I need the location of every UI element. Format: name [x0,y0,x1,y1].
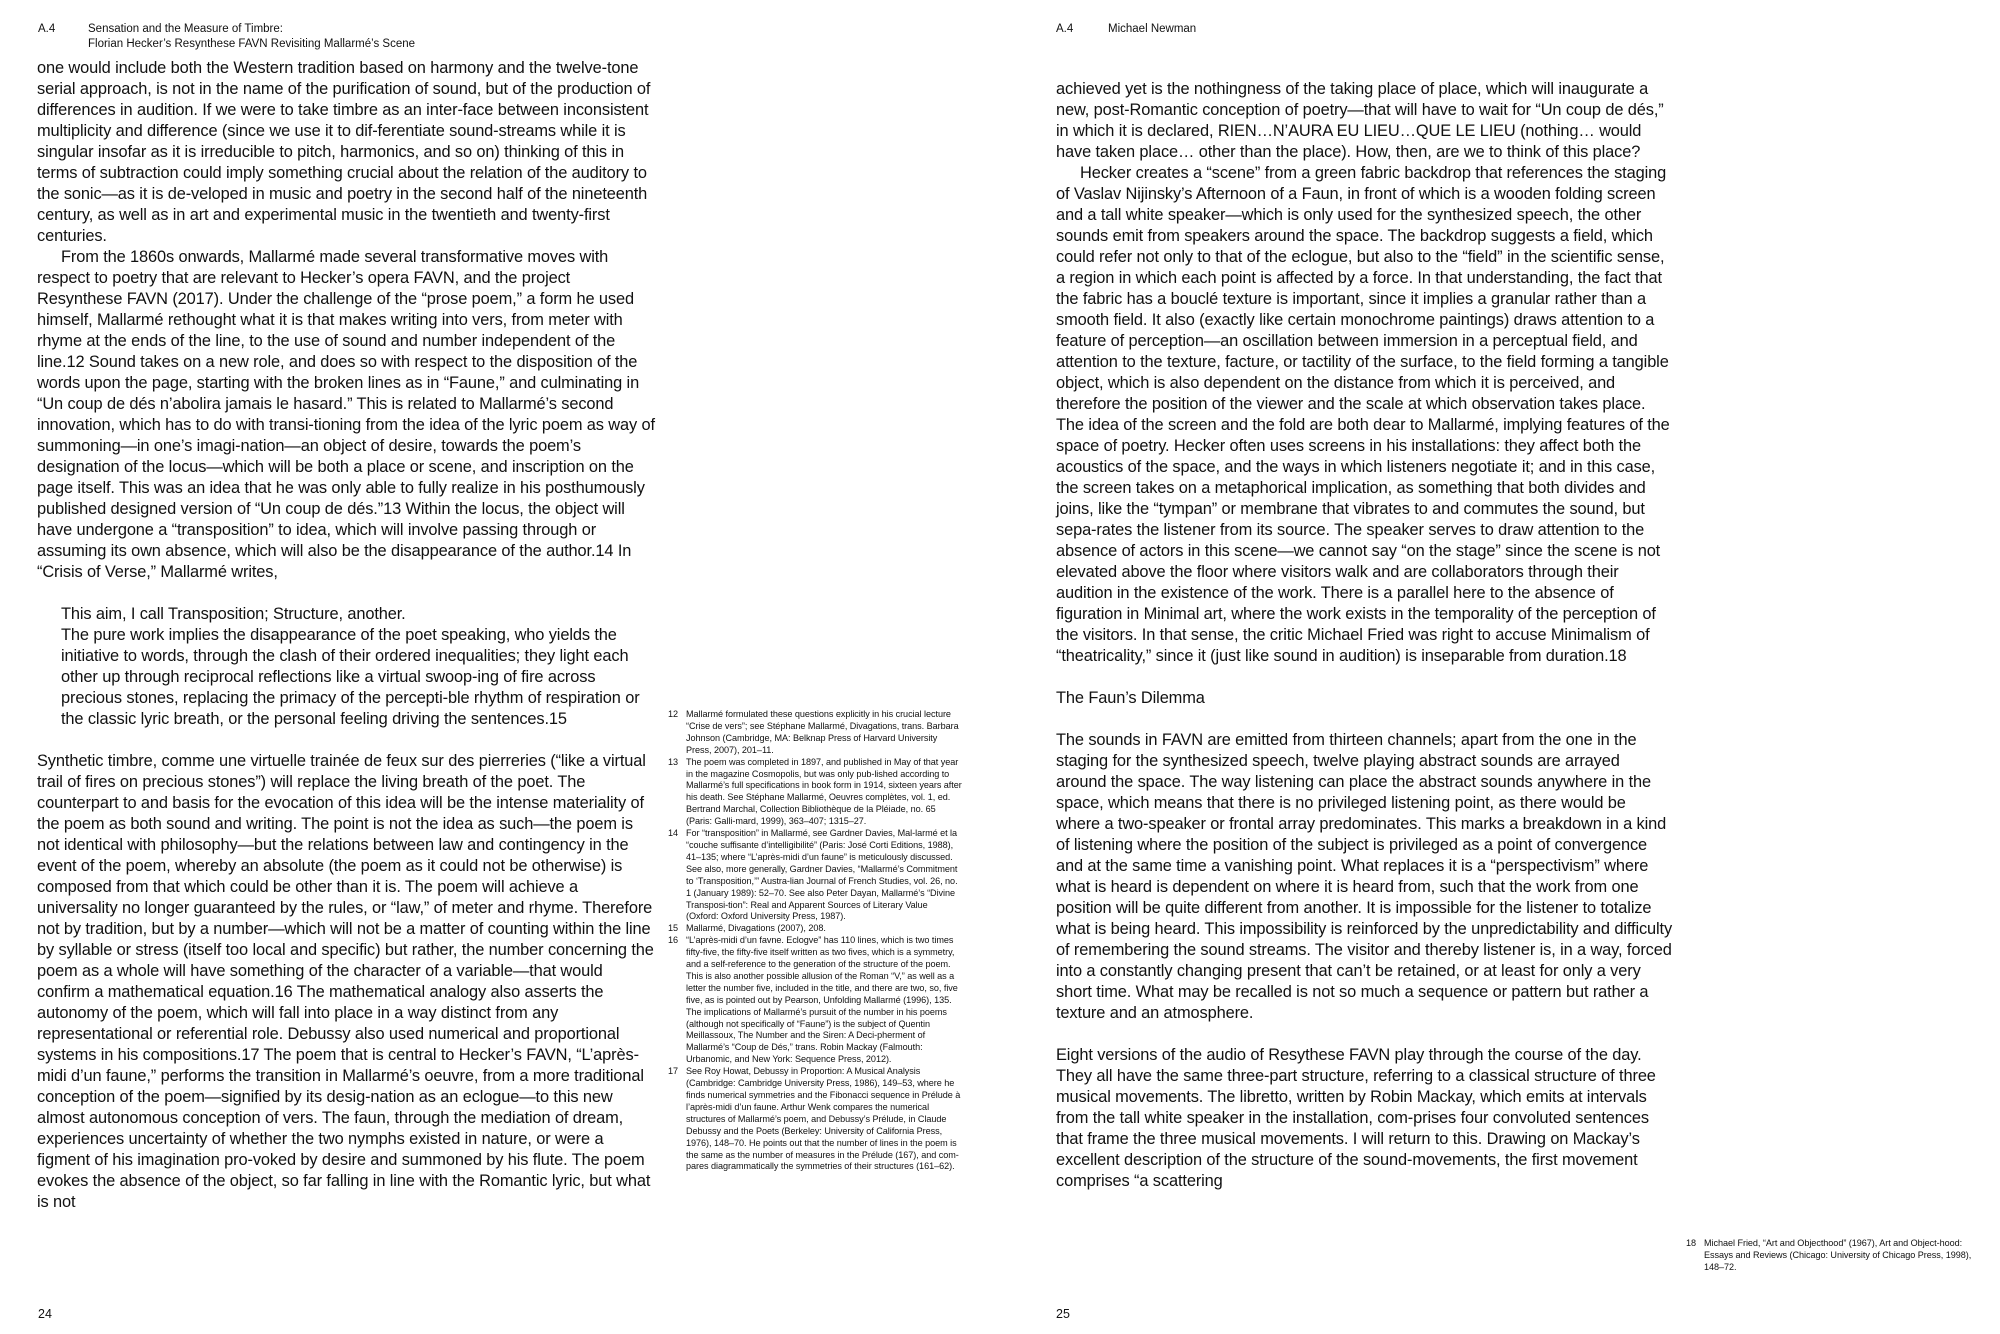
right-main-text [1056,79,1674,1192]
left-paragraph-2: From the 1860s onwards, Mallarmé made several transformative moves with respect to poetry that are relevant to Hecker’s opera FAVN, and the project Resynthese FAVN (2017). Under the challenge of the “prose poem,” a form he used himself, Mallarmé rethought what it is that makes writing into vers, from meter with rhyme at the ends of the line, to the use of sound and number independent of the line.12 Sound takes on a new role, and does so with respect to the disposition of the words upon the page, starting with the broken lines as in “Faune,” and culminating in “Un coup de dés n’abolira jamais le hasard.” This is related to Mallarmé’s second innovation, which has to do with transi-tioning from the idea of the lyric poem as way of summoning—in one’s imagi-nation—an object of desire, towards the poem’s designation of the locus—which will be both a place or scene, and inscription on the page itself. This was an idea that he was only able to fully realize in his posthumously published designed version of “Un coup de dés.”13 Within the locus, the object will have undergone a “transposition” to idea, which will involve passing through or assuming its own absence, which will also be the disappearance of the author.14 In “Crisis of Verse,” Mallarmé writes, [37,248,655,581]
block-quote [37,604,655,730]
left-header-title-line2: Florian Hecker’s Resynthese FAVN Revisiting Mallarmé’s Scene [88,38,416,50]
left-header-label: A.4 [38,23,56,35]
right-header-label: A.4 [1056,23,1074,35]
footnote: 18 Michael Fried, “Art and Objecthood” (1967), Art and Object-hood: Essays and Reviews (Chicago: University of Chicago Press, 1998), 148–72. [1686,1238,1972,1272]
left-page-number: 24 [38,1307,52,1321]
footnote: 14 For “transposition” in Mallarmé, see Gardner Davies, Mal-larmé et la “couche suffisante d’intelligibilité” (Paris: José Corti Editions, 1988), 41–135; where “L’après-midi d’un faune” is meticulously discussed. See also, more generally, Gardner Davies, “Mallarmé’s Commitment to ‘Transposition,’” Austra-lian Journal of French Studies, vol. 26, no. 1 (January 1989): 52–70. See also Peter Dayan, Mallarmé’s “Divine Transposi-tion”: Real and Apparent Sources of Literary Value (Oxford: Oxford University Press, 1987). [668,828,958,922]
left-paragraph-1: one would include both the Western tradition based on harmony and the twelve-tone serial approach, is not in the name of the purification of sound, but of the production of differences in audition. If we were to take timbre as an inter-face between inconsistent multiplicity and difference (since we use it to dif-ferentiate sound-streams while it is singular insofar as it is irreducible to pitch, harmonics, and so on) thinking of this in terms of subtraction could imply something crucial about the relation of the auditory to the sonic—as it is de-veloped in music and poetry in the second half of the nineteenth century, as well as in art and experimental music in the twentieth and twenty-first centuries. [37,59,651,245]
left-header-title-line1: Sensation and the Measure of Timbre: [88,23,283,35]
footnote: 16 “L’après-midi d’un favne. Eclogve” has 110 lines, which is two times fifty-five, the fifty-five itself written as two fives, which is a symmetry, and a self-reference to the generation of the structure of the poem. This is also another possible allusion of the Roman “V,” as well as a letter the number five, included in the title, and there are two, so, five five, as is pointed out by Pearson, Unfolding Mallarmé (1996), 135. The implications of Mallarmé’s pursuit of the number in his poems (although not specifically of “Faune”) is the subject of Quentin Meillassoux, The Number and the Siren: A Deci-pherment of Mallarmé’s “Coup de Dés,” trans. Robin Mackay (Falmouth: Urbanomic, and New York: Sequence Press, 2012). [668,935,958,1065]
right-paragraph-3: The sounds in FAVN are emitted from thirteen channels; apart from the one in the staging for the synthesized speech, twelve playing abstract sounds are arrayed around the space. The way listening can place the abstract sounds anywhere in the space, which means that there is no privileged listening point, as there would be where a two-speaker or frontal array predominates. This marks a breakdown in a kind of listening where the position of the subject is privileged as a point of convergence and at the same time a vanishing point. What replaces it is a “perspectivism” where what is heard is dependent on where it is heard from, such that the work from one position will be quite different from another. It is impossible for the listener to totalize what is being heard. This impossibility is reinforced by the unpredictability and difficulty of remembering the sound streams. The visitor and thereby listener is, in a way, forced into a constantly changing present that can’t be retained, or at least for only a very short time. What may be recalled is not so much a sequence or pattern but rather a texture and an atmosphere. [1056,731,1673,1022]
right-footnotes [1686,1238,1980,1274]
right-paragraph-4: Eight versions of the audio of Resythese FAVN play through the course of the day. They all have the same three-part structure, referring to a classical structure of three musical movements. The libretto, written by Robin Mackay, which emits at intervals from the tall white speaker in the installation, com-prises four convoluted sentences that frame the three musical movements. I will return to this. Drawing on Mackay’s excellent description of the structure of the sound-movements, the first movement comprises “a scattering [1056,1046,1656,1190]
footnote: 13 The poem was completed in 1897, and published in May of that year in the magazine Cosmopolis, but was only pub-lished according to Mallarmé’s full specifications in book form in 1914, sixteen years after his death. See Stéphane Mallarmé, Oeuvres complètes, vol. 1, ed. Bertrand Marchal, Collection Bibliothèque de la Pléiade, no. 65 (Paris: Galli-mard, 1999), 363–407; 1315–27. [668,756,962,827]
footnote: 17 See Roy Howat, Debussy in Proportion: A Musical Analysis (Cambridge: Cambridge University Press, 1986), 149–53, where he finds numerical symmetries and the Fibonacci sequence in Prélude à l’après-midi d’un faune. Arthur Wenk compares the numerical structures of Mallarmé’s poem, and Debussy’s Prélude, in Claude Debussy and the Poets (Berkeley: University of California Press, 1976), 148–70. He points out that the number of lines in the poem is the same as the number of measures in the Prélude (167), and com-pares diagrammatically the symmetries of their structures (161–62). [668,1066,961,1172]
right-paragraph-2: Hecker creates a “scene” from a green fabric backdrop that references the staging of Vaslav Nijinsky’s Afternoon of a Faun, in front of which is a wooden folding screen and a tall white speaker—which is only used for the synthesized speech, the other sounds emit from speakers around the space. The backdrop suggests a field, which could refer not only to that of the eclogue, but also to the “field” in the scientific sense, a region in which each point is affected by a force. In that understanding, the fact that the fabric has a bouclé texture is important, since it implies a granular rather than a smooth field. It also (exactly like certain monochrome paintings) draws attention to a feature of perception—an oscillation between immersion in a perceptual field, and attention to the texture, facture, or tactility of the surface, to the field forming a tangible object, which is also dependent on the distance from which it is perceived, and therefore the position of the viewer and the scale at which observation takes place. The idea of the screen and the fold are both dear to Mallarmé, implying features of the space of poetry. Hecker often uses screens in his installations: they affect both the acoustics of the space, and the ways in which listeners negotiate it; and in this case, the screen takes on a metaphorical implication, as something that both divides and joins, like the “tympan” or membrane that vibrates to and commutes the sound, but sepa-rates the listener from its source. The speaker serves to draw attention to the absence of actors in this scene—we cannot say “on the stage” since the scene is not elevated above the floor where visitors walk and are collaborators through their audition in the existence of the work. There is a parallel here to the absence of figuration in Minimal art, where the work exists in the temporality of the perception of the visitors. In that sense, the critic Michael Fried was right to accuse Minimalism of “theatricality,” since it (just like sound in audition) is inseparable from duration.18 [1056,164,1670,665]
right-page-number: 25 [1056,1307,1070,1321]
footnote: 15 Mallarmé, Divagations (2007), 208. [668,923,826,934]
footnote: 12 Mallarmé formulated these questions explicitly in his crucial lecture “Crise de vers”; see Stéphane Mallarmé, Divagations, trans. Barbara Johnson (Cambridge, MA: Belknap Press of Harvard University Press, 2007), 201–11. [668,709,959,755]
right-paragraph-1: achieved yet is the nothingness of the taking place of place, which will inaugurate a new, post-Romantic conception of poetry—that will have to wait for “Un coup de dés,” in which it is declared, RIEN…N’AURA EU LIEU…QUE LE LIEU (nothing… would have taken place… other than the place). How, then, are we to think of this place? [1056,80,1664,161]
section-heading: The Faun’s Dilemma [1056,689,1205,707]
right-header-author: Michael Newman [1108,23,1197,35]
left-footnotes [668,709,962,1173]
left-main-text [37,58,655,1213]
block-quote-line-1: This aim, I call Transposition; Structure, another. [61,605,406,623]
block-quote-line-2: The pure work implies the disappearance of the poet speaking, who yields the initiative to words, through the clash of their ordered inequalities; they light each other up through reciprocal reflections like a virtual swoop-ing of fire across precious stones, replacing the primacy of the percepti-ble rhythm of respiration or the classic lyric breath, or the personal feeling driving the sentences.15 [61,626,640,728]
left-running-head [88,22,548,52]
left-paragraph-3: Synthetic timbre, comme une virtuelle trainée de feux sur des pierreries (“like a virtual trail of fires on precious stones”) will replace the living breath of the poet. The counterpart to and basis for the evocation of this idea will be the intense materiality of the poem as both sound and writing. The point is not the idea as such—the poem is not identical with philosophy—but the relations between law and contingency in the event of the poem, whereby an absolute (the poem as it could not be otherwise) is composed from that which could be other than it is. The poem will achieve a universality no longer guaranteed by the rules, or “law,” of meter and rhyme. Therefore not by tradition, but by a number—which will not be a matter of counting within the line by syllable or stress (itself too local and specific) but rather, the number concerning the poem as a whole will have something of the character of a variable—that would confirm a mathematical equation.16 The mathematical analogy also asserts the autonomy of the poem, which will fall into place in a way distinct from any representational or referential role. Debussy also used numerical and proportional systems in his compositions.17 The poem that is central to Hecker’s FAVN, “L’après-midi d’un faune,” performs the transition in Mallarmé’s oeuvre, from a more traditional conception of the poem—signified by its desig-nation as an eclogue—to this new almost autonomous conception of vers. The faun, through the mediation of dream, experiences uncertainty of whether the two nymphs existed in nature, or were a figment of his imagination pro-voked by desire and summoned by his flute. The poem evokes the absence of the object, so far falling in line with the Romantic lyric, but what is not [37,752,654,1211]
